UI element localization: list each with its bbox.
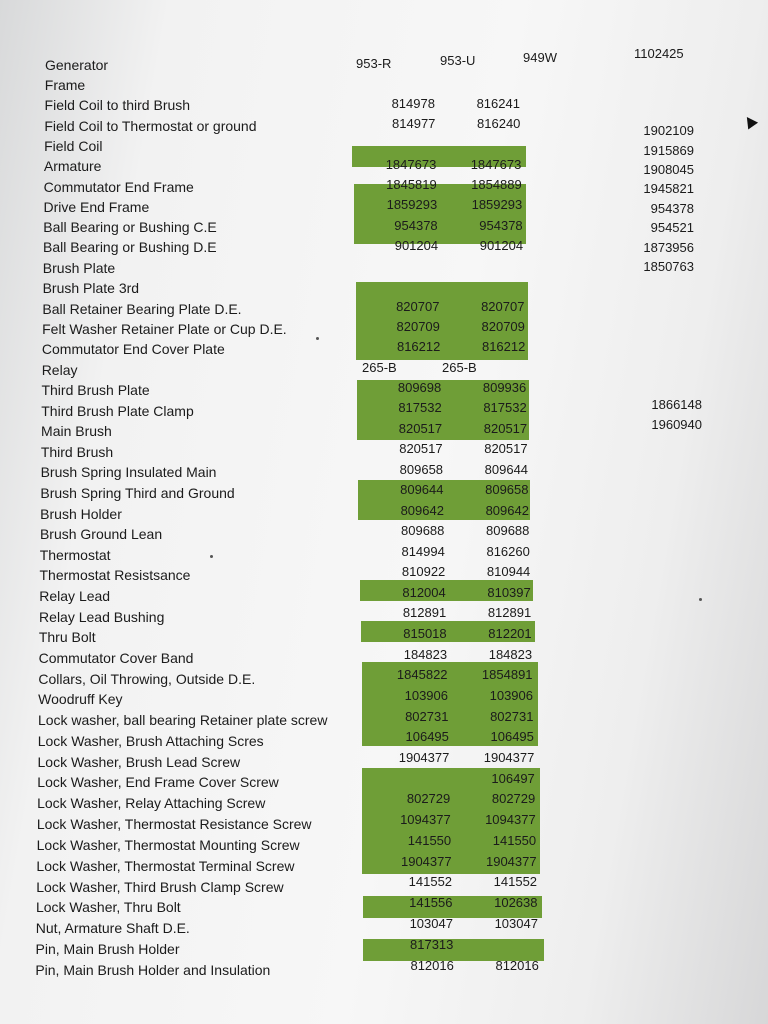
part-number-953u: 901204 [479,237,524,253]
part-number-953u: 809644 [484,461,529,477]
part-number-953r: 815018 [403,626,447,642]
part-label: Frame [44,77,86,94]
part-label: Woodruff Key [38,691,123,708]
part-number-953u: 809642 [485,502,529,518]
part-number-953u: 820517 [483,420,528,436]
part-number-953r: 809658 [399,461,444,477]
right-value: 1866148 [651,397,702,412]
part-number-953r: 1094377 [400,812,451,828]
part-number-953r: 103906 [404,687,448,703]
part-number-953u: 103047 [494,916,538,932]
part-number-953u: 816241 [476,96,520,112]
right-value: 1960940 [651,417,702,432]
part-label: Main Brush [41,423,112,440]
part-number-953u: 816212 [481,339,526,355]
part-label: Brush Ground Lean [39,526,163,543]
part-number-953u: 141552 [493,874,538,890]
part-label: Ball Bearing or Bushing C.E [43,219,217,236]
part-label: Commutator End Frame [43,178,194,195]
ink-dot [699,598,702,601]
part-label: Brush Plate 3rd [42,280,140,297]
part-number-953u: 820517 [484,441,528,457]
part-label: Brush Holder [40,505,122,522]
part-number-953r: 954378 [394,217,438,233]
part-number-953r: 1904377 [400,853,452,869]
part-number-953r: 184823 [403,646,448,662]
part-label: Field Coil to Thermostat or ground [44,117,257,134]
part-number-953r: 106495 [405,729,449,745]
part-number-953u: 820707 [481,298,525,314]
part-number-953r: 820709 [396,318,440,334]
right-value: 1902109 [643,123,694,138]
part-number-953u: 1854891 [481,667,533,683]
part-number-953r: 820517 [398,420,443,436]
cursor-arrow-mark [742,114,758,130]
part-number-953u: 817532 [483,400,527,416]
part-number-953r: 802729 [406,791,451,807]
part-label: Thru Bolt [38,629,96,646]
ink-dot [210,555,213,558]
part-number-953r: 141552 [408,874,453,890]
part-label: Lock Washer, Thru Bolt [35,899,181,916]
column-header-953r: 953-R [356,56,392,71]
part-number-953u: 954378 [479,217,523,233]
part-number-953u: 184823 [488,646,533,662]
part-label: Lock Washer, Thermostat Mounting Screw [36,836,300,853]
part-label: Commutator Cover Band [38,649,194,666]
part-number-953r: 809688 [401,523,445,539]
part-number-953r: 812891 [402,605,447,621]
part-number-953u: 141550 [492,832,537,848]
part-number-953u: 103906 [489,687,533,703]
part-number-953r: 812004 [402,584,446,600]
part-label: Felt Washer Retainer Plate or Cup D.E. [42,321,287,338]
part-label: Pin, Main Brush Holder [35,941,180,958]
part-number-953r: 1859293 [386,197,438,213]
right-value: 954378 [650,201,694,216]
part-label: Ball Bearing or Bushing D.E [43,239,217,256]
part-label: Third Brush [40,443,114,460]
part-label: Lock washer, ball bearing Retainer plate screw [37,712,328,729]
part-number-953r: 820517 [399,441,443,457]
part-label: Brush Plate [42,259,116,276]
part-number-953u: 809688 [486,523,530,539]
column-header-953u: 953-U [440,53,476,68]
part-number-953r: 816212 [396,339,441,355]
part-number-953r: 814978 [391,96,435,112]
part-number-953r: 817532 [398,400,442,416]
part-label: Lock Washer, Thermostat Terminal Screw [36,857,295,874]
part-number-953r: 817313 [410,936,454,952]
part-number-953r: 820707 [396,298,440,314]
part-label: Collars, Oil Throwing, Outside D.E. [38,670,256,687]
part-label: Relay Lead [39,587,111,604]
part-number-953r: 812016 [410,957,454,973]
part-number-953u: 816260 [486,543,530,559]
column-header-1102425: 1102425 [634,46,684,61]
ink-dot [316,337,319,340]
part-number-953u: 812201 [488,626,532,642]
part-label: Armature [43,158,102,175]
part-label: Lock Washer, Relay Attaching Screw [37,795,266,812]
part-label: Generator [45,57,109,73]
part-number-953u: 1904377 [485,853,537,869]
part-label: Nut, Armature Shaft D.E. [35,920,190,937]
part-number-953u: 820709 [481,318,525,334]
right-value: 1873956 [643,240,694,255]
right-value: 1908045 [643,162,694,177]
part-number-953r: 809698 [397,380,442,396]
part-number-953r: 802731 [405,708,449,724]
part-label: Thermostat [39,546,111,563]
part-label: Relay [41,361,78,378]
part-label: Lock Washer, End Frame Cover Screw [37,774,279,791]
part-label: Thermostat Resistsance [39,567,191,584]
part-label: Lock Washer, Third Brush Clamp Screw [36,878,284,895]
part-number-953u: 1859293 [471,197,523,213]
part-number-953r: 141550 [407,832,452,848]
part-number-953r: 1845819 [386,177,437,193]
part-number-953u: 1094377 [485,812,536,828]
part-label: Lock Washer, Brush Attaching Scres [37,732,264,749]
part-number-953u: 265-B [442,359,477,375]
right-value: 954521 [650,220,694,235]
part-number-953r: 265-B [362,359,397,375]
part-number-953u: 106495 [490,729,534,745]
part-number-953u: 102638 [494,895,538,911]
right-value: 1945821 [643,181,694,196]
part-number-953u: 809658 [485,482,529,498]
part-number-953u: 802731 [490,708,534,724]
part-number-953u: 812016 [495,957,539,973]
part-number-953r: 810922 [401,564,446,580]
part-label: Ball Retainer Bearing Plate D.E. [42,300,242,317]
part-number-953u: 809936 [482,380,527,396]
right-value: 1915869 [643,143,694,158]
part-number-953u: 810397 [487,584,531,600]
part-label: Field Coil to third Brush [44,97,191,114]
part-label: Commutator End Cover Plate [41,341,225,358]
part-label: Lock Washer, Thermostat Resistance Screw [36,816,312,833]
part-number-953r: 901204 [394,237,439,253]
part-number-953u: 106497 [491,770,535,786]
part-number-953r: 809642 [400,502,444,518]
part-label: Field Coil [44,137,103,154]
part-label: Drive End Frame [43,198,150,215]
part-number-953r: 1845822 [396,667,448,683]
part-number-953u: 816240 [477,116,521,132]
part-number-953u: 1847673 [470,156,522,172]
part-label: Brush Spring Third and Ground [40,484,235,501]
highlight-block [354,184,526,244]
part-number-953r: 814994 [401,543,445,559]
part-number-953r: 141556 [409,895,453,911]
column-header-949w: 949W [523,50,557,65]
part-label: Third Brush Plate Clamp [41,402,194,419]
part-label: Lock Washer, Brush Lead Screw [37,753,241,770]
part-number-953r: 809644 [400,482,444,498]
part-number-953u: 802729 [491,791,536,807]
part-label: Third Brush Plate [41,382,150,399]
part-number-953u: 1854889 [471,177,522,193]
part-label: Relay Lead Bushing [39,608,165,625]
part-number-953u: 1904377 [483,749,535,765]
part-number-953u: 810944 [486,564,531,580]
part-number-953r: 1904377 [398,749,450,765]
part-number-953r: 103047 [409,916,453,932]
part-label: Pin, Main Brush Holder and Insulation [35,962,271,979]
part-label: Brush Spring Insulated Main [40,464,217,481]
part-number-953r: 814977 [392,116,436,132]
part-number-953u: 812891 [487,605,532,621]
right-value: 1850763 [643,259,694,274]
part-number-953r: 1847673 [385,156,437,172]
